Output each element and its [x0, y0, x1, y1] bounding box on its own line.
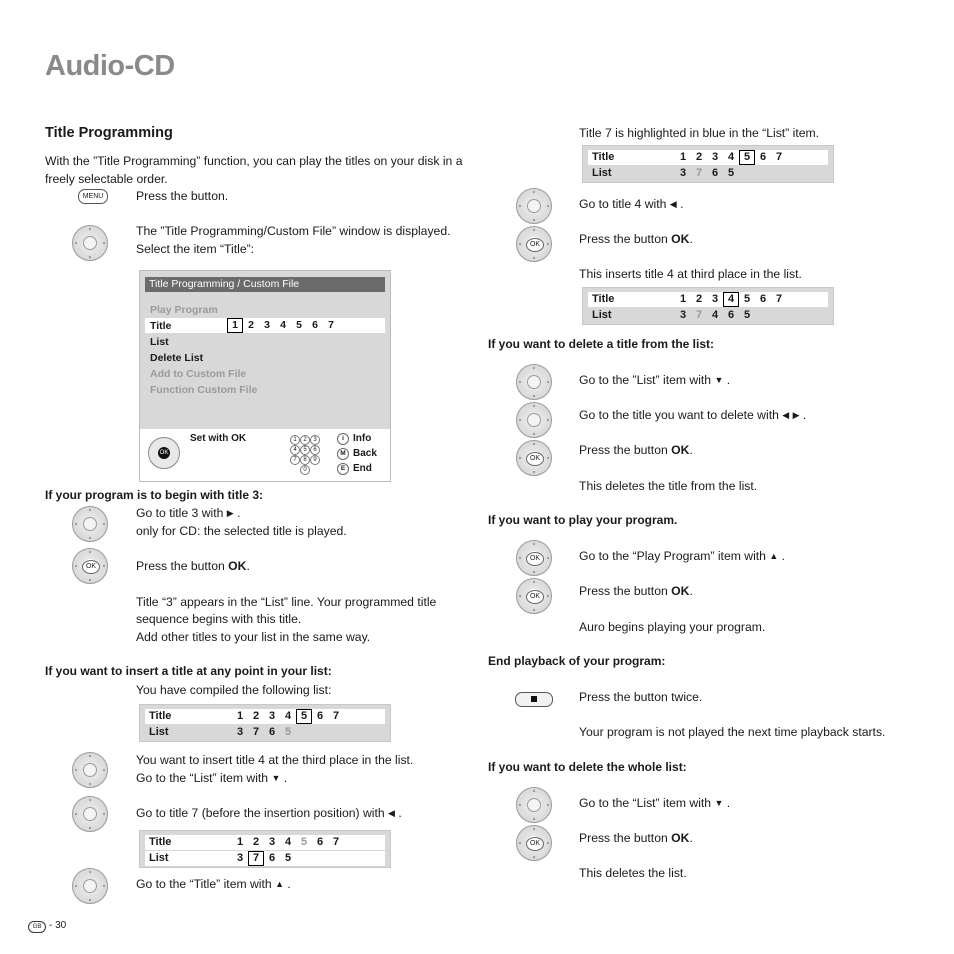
direction-dot-icon — [89, 256, 91, 258]
direction-dot-icon — [533, 443, 535, 445]
step-text: Go to title 7 (before the insertion position) with — [136, 806, 385, 820]
step-go-title-delete: Go to the title you want to delete with ◀ ▶ . — [579, 408, 807, 422]
direction-dot-icon — [519, 381, 521, 383]
direction-dot-icon — [89, 228, 91, 230]
step-press-ok: Press the button OK. — [136, 559, 250, 573]
arrow-right-icon: ▶ — [792, 410, 800, 420]
title-number: 5 — [296, 709, 312, 724]
title-number: 2 — [695, 151, 703, 163]
step-cd-note: only for CD: the selected title is played. — [136, 524, 347, 538]
title-number: 3 — [264, 319, 270, 331]
direction-dot-icon — [103, 565, 105, 567]
back-icon: M — [337, 448, 349, 460]
ok-word: OK — [671, 232, 690, 246]
list-number: 5 — [743, 309, 751, 321]
list-number: 6 — [268, 852, 276, 864]
title-number: 5 — [296, 319, 302, 331]
table-row — [145, 725, 385, 740]
row-label: Title — [149, 710, 172, 722]
ok-button-icon — [516, 226, 552, 262]
step-text: Go to the “Title” item with — [136, 877, 272, 891]
direction-dot-icon — [533, 367, 535, 369]
set-with-ok-label: Set with OK — [190, 433, 247, 444]
title-number: 4 — [723, 292, 739, 307]
step-highlighted: Title 7 is highlighted in blue in the “List” item. — [579, 126, 820, 140]
direction-dot-icon — [519, 419, 521, 421]
result-delete-list: This deletes the list. — [579, 866, 687, 880]
step-text: Go to the “List” item with — [579, 796, 712, 810]
numpad-key: 0 — [300, 465, 310, 475]
step-text: Press the button — [579, 232, 668, 246]
ok-word: OK — [228, 559, 247, 573]
numpad-key: 5 — [300, 445, 310, 455]
page-footer — [28, 920, 66, 933]
title-number: 7 — [332, 836, 340, 848]
numpad-key: 2 — [300, 435, 310, 445]
direction-dot-icon — [89, 827, 91, 829]
direction-dot-icon — [103, 242, 105, 244]
ok-label: OK — [526, 452, 544, 466]
direction-dot-icon — [89, 783, 91, 785]
list-number: 3 — [236, 726, 244, 738]
heading-begin-title3: If your program is to begin with title 3: — [45, 488, 264, 502]
list-table-4 — [582, 287, 834, 325]
tv-menu-item-list: List — [150, 336, 169, 348]
direction-dot-icon — [75, 242, 77, 244]
tv-menu-item-function-custom: Function Custom File — [150, 384, 258, 396]
step-select-title: Select the item “Title”: — [136, 242, 255, 256]
ok-button-icon — [516, 440, 552, 476]
list-table-1 — [139, 704, 391, 742]
tv-menu-item-play-program: Play Program — [150, 304, 218, 316]
list-number: 4 — [711, 309, 719, 321]
ok-label: OK — [526, 238, 544, 252]
table-row — [588, 308, 828, 323]
step-go-list: Go to the “List” item with ▼ . — [136, 771, 288, 785]
legend-back — [337, 446, 377, 461]
remote-navigation-icon — [72, 796, 108, 832]
tv-menu-title-numbers — [227, 318, 339, 333]
title-number: 5 — [739, 150, 755, 165]
step-press-ok: Press the button OK. — [579, 443, 693, 457]
table-row — [145, 835, 385, 850]
step-go-title3: Go to title 3 with ▶ . — [136, 506, 241, 520]
result-delete-title: This deletes the title from the list. — [579, 479, 758, 493]
result-line3: Add other titles to your list in the same way. — [136, 630, 371, 644]
page-number: - 30 — [49, 920, 67, 931]
list-number: 7 — [695, 167, 703, 179]
numpad-key: 6 — [310, 445, 320, 455]
row-label: List — [149, 852, 169, 864]
direction-dot-icon — [533, 395, 535, 397]
step-go-title4: Go to title 4 with ◀ . — [579, 197, 684, 211]
heading-delete-list: If you want to delete the whole list: — [488, 760, 687, 774]
arrow-down-icon: ▼ — [714, 798, 724, 808]
arrow-left-icon: ◀ — [669, 199, 677, 209]
numpad-key: 9 — [310, 455, 320, 465]
direction-dot-icon — [533, 571, 535, 573]
step-text: Press the button — [579, 584, 668, 598]
result-play: Auro begins playing your program. — [579, 620, 766, 634]
title-number: 4 — [284, 710, 292, 722]
result-line1: Title “3” appears in the “List” line. Your programmed title — [136, 595, 437, 609]
title-number: 4 — [280, 319, 286, 331]
step-text: Go to the “List” item with — [136, 771, 269, 785]
direction-dot-icon — [533, 191, 535, 193]
title-number: 7 — [328, 319, 334, 331]
title-number: 7 — [775, 151, 783, 163]
step-compiled: You have compiled the following list: — [136, 683, 332, 697]
step-text: Press the button — [579, 443, 668, 457]
title-number: 2 — [252, 710, 260, 722]
direction-dot-icon — [547, 205, 549, 207]
arrow-up-icon: ▲ — [275, 879, 284, 889]
numpad-key: 1 — [290, 435, 300, 445]
direction-dot-icon — [533, 471, 535, 473]
direction-dot-icon — [89, 755, 91, 757]
title-number: 3 — [268, 836, 276, 848]
arrow-down-icon: ▼ — [714, 375, 724, 385]
direction-dot-icon — [519, 457, 521, 459]
arrow-right-icon: ▶ — [226, 508, 234, 518]
remote-navigation-icon — [72, 225, 108, 261]
direction-dot-icon — [519, 557, 521, 559]
list-number: 7 — [695, 309, 703, 321]
title-number: 1 — [227, 318, 243, 333]
direction-dot-icon — [533, 828, 535, 830]
table-row — [588, 292, 828, 307]
direction-dot-icon — [533, 581, 535, 583]
ok-word: OK — [671, 443, 690, 457]
table-row — [588, 150, 828, 165]
list-number: 5 — [727, 167, 735, 179]
section-title: Title Programming — [45, 125, 173, 141]
title-number: 6 — [312, 319, 318, 331]
step-press-twice: Press the button twice. — [579, 690, 703, 704]
list-number: 6 — [711, 167, 719, 179]
direction-dot-icon — [533, 405, 535, 407]
step-go-title7: Go to title 7 (before the insertion position) with ◀ . — [136, 806, 402, 820]
direction-dot-icon — [547, 243, 549, 245]
numpad-key: 3 — [310, 435, 320, 445]
title-number: 2 — [252, 836, 260, 848]
direction-dot-icon — [547, 457, 549, 459]
list-table-2 — [139, 830, 391, 868]
title-number: 7 — [775, 293, 783, 305]
step-want-insert: You want to insert title 4 at the third place in the list. — [136, 753, 414, 767]
title-number: 6 — [759, 151, 767, 163]
step-press-ok: Press the button OK. — [579, 232, 693, 246]
direction-dot-icon — [103, 813, 105, 815]
ok-button-icon — [516, 578, 552, 614]
direction-dot-icon — [75, 769, 77, 771]
ok-button-icon — [516, 540, 552, 576]
title-number: 6 — [759, 293, 767, 305]
remote-navigation-icon — [516, 402, 552, 438]
list-number: 7 — [248, 851, 264, 866]
remote-navigation-icon — [516, 787, 552, 823]
step-go-list: Go to the ”List” item with ▼ . — [579, 373, 731, 387]
legend-info — [337, 431, 371, 446]
step-text: Go to the “Play Program” item with — [579, 549, 766, 563]
numpad-key: 7 — [290, 455, 300, 465]
step-go-play: Go to the “Play Program” item with ▲ . — [579, 549, 786, 563]
title-number: 1 — [679, 293, 687, 305]
direction-dot-icon — [103, 769, 105, 771]
row-label: Title — [149, 836, 172, 848]
direction-dot-icon — [519, 595, 521, 597]
ok-label: OK — [526, 552, 544, 566]
ok-word: OK — [671, 831, 690, 845]
step-text: Go to title 3 with — [136, 506, 224, 520]
direction-dot-icon — [533, 229, 535, 231]
tv-menu-item-add-custom: Add to Custom File — [150, 368, 247, 380]
list-number: 3 — [679, 309, 687, 321]
title-number: 2 — [248, 319, 254, 331]
tv-menu-item-delete-list: Delete List — [150, 352, 204, 364]
ok-word: OK — [671, 584, 690, 598]
list-number: 3 — [236, 852, 244, 864]
title-number: 4 — [284, 836, 292, 848]
title-number: 5 — [743, 293, 751, 305]
table-row — [145, 709, 385, 724]
direction-dot-icon — [519, 205, 521, 207]
row-label: List — [592, 167, 612, 179]
title-number: 1 — [236, 710, 244, 722]
direction-dot-icon — [89, 537, 91, 539]
direction-dot-icon — [547, 557, 549, 559]
table-row — [145, 851, 385, 866]
step-window-displayed: The ”Title Programming/Custom File” window is displayed. — [136, 224, 451, 238]
title-number: 4 — [727, 151, 735, 163]
legend-label: Info — [353, 433, 372, 444]
direction-dot-icon — [533, 818, 535, 820]
heading-play: If you want to play your program. — [488, 513, 678, 527]
direction-dot-icon — [533, 257, 535, 259]
remote-navigation-icon — [72, 506, 108, 542]
step-text: Press the button — [579, 831, 668, 845]
row-label: Title — [592, 151, 615, 163]
ok-symbol: OK — [158, 447, 170, 459]
ok-label: OK — [526, 837, 544, 851]
remote-navigation-icon — [72, 868, 108, 904]
step-go-title-item: Go to the “Title” item with ▲ . — [136, 877, 291, 891]
step-go-list: Go to the “List” item with ▼ . — [579, 796, 731, 810]
direction-dot-icon — [547, 381, 549, 383]
legend-label: End — [353, 463, 372, 474]
tv-menu-footer — [140, 429, 390, 481]
arrow-up-icon: ▲ — [769, 551, 779, 561]
direction-dot-icon — [89, 551, 91, 553]
direction-dot-icon — [103, 523, 105, 525]
arrow-left-icon: ◀ — [388, 808, 395, 818]
direction-dot-icon — [89, 799, 91, 801]
title-number: 7 — [332, 710, 340, 722]
legend-label: Back — [353, 448, 377, 459]
tv-menu-screenshot — [139, 270, 391, 482]
legend-end — [337, 461, 372, 476]
direction-dot-icon — [547, 804, 549, 806]
heading-insert: If you want to insert a title at any point in your list: — [45, 664, 332, 678]
direction-dot-icon — [533, 856, 535, 858]
direction-dot-icon — [547, 595, 549, 597]
page-title: Audio-CD — [45, 50, 175, 82]
direction-dot-icon — [533, 790, 535, 792]
ok-label: OK — [82, 560, 100, 574]
stop-button-icon — [515, 692, 553, 707]
step-press-ok: Press the button OK. — [579, 831, 693, 845]
step-text: Press the button — [136, 559, 225, 573]
list-table-3 — [582, 145, 834, 183]
direction-dot-icon — [533, 609, 535, 611]
direction-dot-icon — [89, 871, 91, 873]
list-number: 5 — [284, 726, 292, 738]
remote-navigation-icon — [72, 752, 108, 788]
title-number: 5 — [300, 836, 308, 848]
title-number: 6 — [316, 710, 324, 722]
title-number: 6 — [316, 836, 324, 848]
ok-button-icon — [72, 548, 108, 584]
direction-dot-icon — [75, 813, 77, 815]
info-icon: i — [337, 433, 349, 445]
direction-dot-icon — [519, 842, 521, 844]
list-number: 3 — [679, 167, 687, 179]
title-number: 3 — [711, 293, 719, 305]
arrow-left-icon: ◀ — [782, 410, 790, 420]
arrow-down-icon: ▼ — [271, 773, 281, 783]
step-press-ok: Press the button OK. — [579, 584, 693, 598]
title-number: 3 — [268, 710, 276, 722]
list-number: 5 — [284, 852, 292, 864]
step-text: Go to the ”List” item with — [579, 373, 712, 387]
list-number: 7 — [252, 726, 260, 738]
country-badge-icon: GB — [28, 921, 46, 933]
numpad-key: 4 — [290, 445, 300, 455]
result-line2: sequence begins with this title. — [136, 612, 302, 626]
direction-dot-icon — [519, 804, 521, 806]
direction-dot-icon — [547, 842, 549, 844]
end-icon: E — [337, 463, 349, 475]
result-end: Your program is not played the next time playback starts. — [579, 725, 886, 739]
direction-dot-icon — [533, 543, 535, 545]
title-number: 2 — [695, 293, 703, 305]
tv-menu-header: Title Programming / Custom File — [145, 277, 385, 292]
ok-button-icon — [516, 825, 552, 861]
direction-dot-icon — [75, 565, 77, 567]
heading-delete-title: If you want to delete a title from the list: — [488, 337, 715, 351]
step-inserts: This inserts title 4 at third place in the list. — [579, 267, 802, 281]
title-number: 3 — [711, 151, 719, 163]
tv-menu-item-title: Title — [150, 320, 172, 332]
intro-text: With the ”Title Programming” function, you can play the titles on your disk in a freely selectable order. — [45, 154, 463, 186]
list-number: 6 — [268, 726, 276, 738]
direction-dot-icon — [75, 885, 77, 887]
direction-dot-icon — [533, 433, 535, 435]
numpad-key: 8 — [300, 455, 310, 465]
step-text: Go to the title you want to delete with — [579, 408, 779, 422]
row-label: List — [592, 309, 612, 321]
ok-label: OK — [526, 590, 544, 604]
title-number: 1 — [236, 836, 244, 848]
direction-dot-icon — [103, 885, 105, 887]
direction-dot-icon — [75, 523, 77, 525]
table-row — [588, 166, 828, 181]
row-label: List — [149, 726, 169, 738]
step-press-button: Press the button. — [136, 189, 229, 203]
remote-navigation-icon — [516, 364, 552, 400]
direction-dot-icon — [547, 419, 549, 421]
direction-dot-icon — [519, 243, 521, 245]
direction-dot-icon — [89, 899, 91, 901]
direction-dot-icon — [89, 579, 91, 581]
heading-end: End playback of your program: — [488, 654, 666, 668]
list-number: 6 — [727, 309, 735, 321]
direction-dot-icon — [89, 509, 91, 511]
ok-navigation-icon — [148, 437, 180, 469]
menu-button-icon: MENU — [78, 189, 108, 204]
remote-navigation-icon — [516, 188, 552, 224]
step-text: Go to title 4 with — [579, 197, 667, 211]
direction-dot-icon — [533, 219, 535, 221]
row-label: Title — [592, 293, 615, 305]
title-number: 1 — [679, 151, 687, 163]
